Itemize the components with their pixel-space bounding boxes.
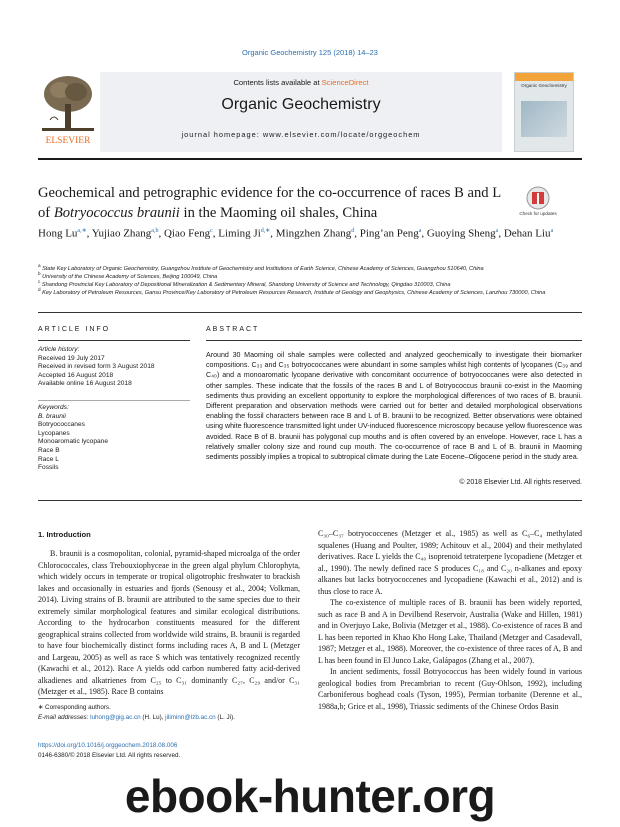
author-name[interactable]: Ping’an Peng xyxy=(359,227,419,240)
keyword: B. braunii xyxy=(38,412,66,420)
check-for-updates-badge[interactable] xyxy=(518,183,558,223)
body-column-right xyxy=(318,528,582,712)
abstract-bottom-rule xyxy=(38,500,582,501)
article-history xyxy=(38,346,190,389)
article-title xyxy=(38,183,508,223)
keyword: Race B xyxy=(38,446,60,454)
author-name[interactable]: Guoying Sheng xyxy=(426,227,496,240)
author-name[interactable]: Yujiao Zhang xyxy=(91,227,152,240)
cover-image xyxy=(521,101,567,137)
sciencedirect-link[interactable]: ScienceDirect xyxy=(321,78,369,87)
footnote xyxy=(38,703,300,722)
keyword: Race L xyxy=(38,455,59,463)
journal-homepage xyxy=(100,130,502,139)
keywords-block xyxy=(38,404,190,473)
author-sup[interactable]: a xyxy=(418,228,422,234)
author-name[interactable]: Qiao Feng xyxy=(163,227,211,240)
author-sup[interactable]: a xyxy=(550,228,554,234)
author-name[interactable]: Dehan Liu xyxy=(503,227,551,240)
journal-cover[interactable] xyxy=(514,72,574,152)
author-sup[interactable]: d xyxy=(351,228,355,234)
author-sup[interactable]: c xyxy=(210,228,213,234)
history-line: Available online 16 August 2018 xyxy=(38,380,132,388)
history-line: Received in revised form 3 August 2018 xyxy=(38,363,155,371)
author-sup[interactable]: a,b xyxy=(151,228,159,234)
article-info-heading: ARTICLE INFO xyxy=(38,326,111,333)
section-heading: 1. Introduction xyxy=(38,530,91,539)
header-rule xyxy=(38,158,582,160)
title-part2: in the Maoming oil shales, China xyxy=(179,205,378,221)
affiliation: $^c$ Shandong Provincial Key Laboratory of Depositional Mineralization & Sedimentary Mineral, Shandong University of Science and Technology, Qingdao 310003, China xyxy=(38,279,451,288)
publisher-name: ELSEVIER xyxy=(45,136,91,146)
article-info-rule xyxy=(38,340,190,341)
keywords-label: Keywords: xyxy=(38,404,69,411)
title-part1: Geochemical and petrographic evidence for the co-occurrence of races B and L of xyxy=(38,185,501,221)
abstract-rule xyxy=(206,340,582,341)
cover-title: Organic Geochemistry xyxy=(521,83,567,88)
email-line: E-mail addresses: luhong@gig.ac.cn (H. Lu), jiliminn@lzb.ac.cn (L. Ji). xyxy=(38,713,235,721)
author-name[interactable]: Mingzhen Zhang xyxy=(275,227,352,240)
abstract-copyright: © 2018 Elsevier Ltd. All rights reserved. xyxy=(459,479,582,486)
paragraph: B. braunii is a cosmopolitan, colonial, pyramid-shaped microalga of the order Chlorococcales, class Trebouxiophyceae in the green algal phylum Chlorophyta, which widely occurs in temperate or tropical oligotrophic freshwater to brackish lakes and occasionally in estuaries and fjords (Senousy et al., 2004; Volkman, 2014). Living strains of B. braunii are attributed to the same species due to their extremely similar morphological features and similar ecological distributions. According to the hydrocarbon constituents measured for the different geographical strains collected from worldwide wild strains, B. braunii is regarded to have four biochemically distinct forms including races A, B and L (Metzger and Largeau, 2005) as well as race S which was tentatively recognized recently (Kawachi et al., 2012). Race A yields odd carbon numbered fatty acid-derived alkadienes and alkatrienes from C₂₅ to C₃₁ dominantly C₂₇, C₂₉ and/or C₃₁ (Metzger et al., 1985). Race B contains xyxy=(38,549,300,696)
paragraph: C₃₀–C₃₇ botryococcenes (Metzger et al., 1985) as well as C₆–C₄ methylated squalenes (Huang and Poulter, 1989; Achitouv et al., 2004) and their methylated derivatives. Race L yields the C₄₀ isoprenoid tetraterpene lycopadiene (Metzger et al., 1990). The newly defined race S produces C₁₈ and C₂₀ n-alkanes and epoxy alkanes but lacks botryococcenes and lycopadiene (Kawachi et al., 2012) and is thus close to race A. xyxy=(318,529,582,596)
history-line: Received 19 July 2017 xyxy=(38,354,105,362)
keyword: Botryococcanes xyxy=(38,421,85,429)
contents-prefix: Contents lists available at xyxy=(233,78,322,87)
keyword: Monoaromatic lycopane xyxy=(38,438,109,446)
affiliation-rule xyxy=(38,312,582,313)
keywords-rule xyxy=(38,400,190,401)
history-line: Accepted 16 August 2018 xyxy=(38,371,114,379)
email-link[interactable]: jiliminn@lzb.ac.cn xyxy=(165,713,216,721)
author-name[interactable]: Liming Ji xyxy=(218,227,261,240)
body-column-left xyxy=(38,548,300,698)
check-updates-label: Check for updates xyxy=(519,211,557,216)
doi-block xyxy=(38,741,300,760)
cover-bar xyxy=(515,73,573,81)
journal-name: Organic Geochemistry xyxy=(221,96,381,113)
homepage-link[interactable]: www.elsevier.com/locate/orggeochem xyxy=(262,130,421,139)
affiliation: $^b$ University of the Chinese Academy of Sciences, Beijing 100049, China xyxy=(38,271,218,280)
homepage-label: journal homepage: xyxy=(181,130,263,139)
history-label: Article history: xyxy=(38,346,80,353)
email-link[interactable]: luhong@gig.ac.cn xyxy=(90,713,141,721)
keyword: Fossils xyxy=(38,464,59,472)
author-name[interactable]: Hong Lu xyxy=(38,227,78,240)
footnote-rule xyxy=(38,698,108,699)
author-sup[interactable]: a,∗ xyxy=(77,228,87,234)
paragraph: The co-existence of multiple races of B. braunii has been widely reported, such as race B and A in Devilbend Reservoir, Australia (Wake and Hillen, 1981) and in Overjuyo Lake, Bolivia (Metzger et al., 1988). Co-existence of races B and L has been reported in Khao Kho Hong Lake, Thailand (Metzger and Casadevall, 1987; Metzger et al., 1988). Moreover, the co-existence of three races of A, B and L has been found in El Junco Lake, Galápagos (Zhang et al., 2007). xyxy=(318,598,582,665)
paragraph: In ancient sediments, fossil Botryococcus has been widely found in various geological bodies from Precambrian to recent (Guy-Ohlson, 1992), including Carboniferous boghead coals (Tyson, 1995), Permian torbanite (Derenne et al., 1988a,b; Grice et al., 1998), Triassic sediments of the Chinese Ordos Basin xyxy=(318,667,582,711)
author-sup[interactable]: a xyxy=(495,228,499,234)
corresponding-note: ∗ Corresponding authors. xyxy=(38,704,111,711)
watermark: ebook-hunter.org xyxy=(124,770,496,822)
author-list: Hong $Lu^{a,∗}$, Yujiao Zhang$^{a,b}$, Qiao Feng$^c$, Liming $Ji^{d,∗}$, Mingzhen Zhang$^d$, Ping’an Peng$^a$, Guoying Sheng$^a$, Dehan Liu$^a$ xyxy=(38,227,554,240)
issn-line: 0146-6380/© 2018 Elsevier Ltd. All rights reserved. xyxy=(38,751,181,759)
abstract-text: Around 30 Maoming oil shale samples were collected and analyzed geochemically to investigate their biomarker compositions. C₃₃ and C₃₅ botryococcanes were abundant in some samples whilst high contents of lycopanes (C₃₉ and C₄₀) and a monoaromatic lycopane derivative with concomitant occurrence of botryococcanes were also detected in other samples. These indicate that the fossils of the races B and L of Botryococcus braunii co-exist in the Maoming sediments thus providing an excellent opportunity to explore the morphological differences of two races of B. braunii. Different preparation and observation methods were carried out for better and detailed morphological observations enabling the fossil characters between race B and L of B. braunii to be recognized. Better observations were obtained using white fluorescence transmitted light under UV-induced fluorescence microscopy because yellow fluorescence was avoided. Race B of B. braunii has polygonal cup mouths and is often covered by an envelope. However, race L has a relatively smaller colony size and round cup mouth. The co-occurrence of race B and L of B. braunii in Maoming sediments possibly implies a tropical to subtropical climate during the Late Eocene–Oligocene period in the study area. xyxy=(206,351,582,462)
abstract-heading: ABSTRACT xyxy=(206,326,260,333)
keyword: Lycopanes xyxy=(38,429,70,437)
title-species: Botryococcus braunii xyxy=(53,205,180,221)
affiliation: $^d$ Key Laboratory of Petroleum Resources, Gansu Province/Key Laboratory of Petroleum Resources Research, Institute of Geology and Geophysics, Chinese Academy of Sciences, Lanzhou 730000, China xyxy=(38,287,546,296)
doi-link[interactable]: https://doi.org/10.1016/j.orggeochem.2018.08.006 xyxy=(38,742,178,749)
elsevier-logo xyxy=(38,70,98,148)
author-sup[interactable]: d,∗ xyxy=(260,228,271,234)
journal-reference[interactable]: Organic Geochemistry 125 (2018) 14–23 xyxy=(242,48,378,57)
contents-line xyxy=(100,78,502,87)
affiliation: $^a$ State Key Laboratory of Organic Geochemistry, Guangzhou Institute of Geochemistry and Institutions of Earth Science, Chinese Academy of Sciences, Guangzhou 510640, China xyxy=(38,263,484,272)
